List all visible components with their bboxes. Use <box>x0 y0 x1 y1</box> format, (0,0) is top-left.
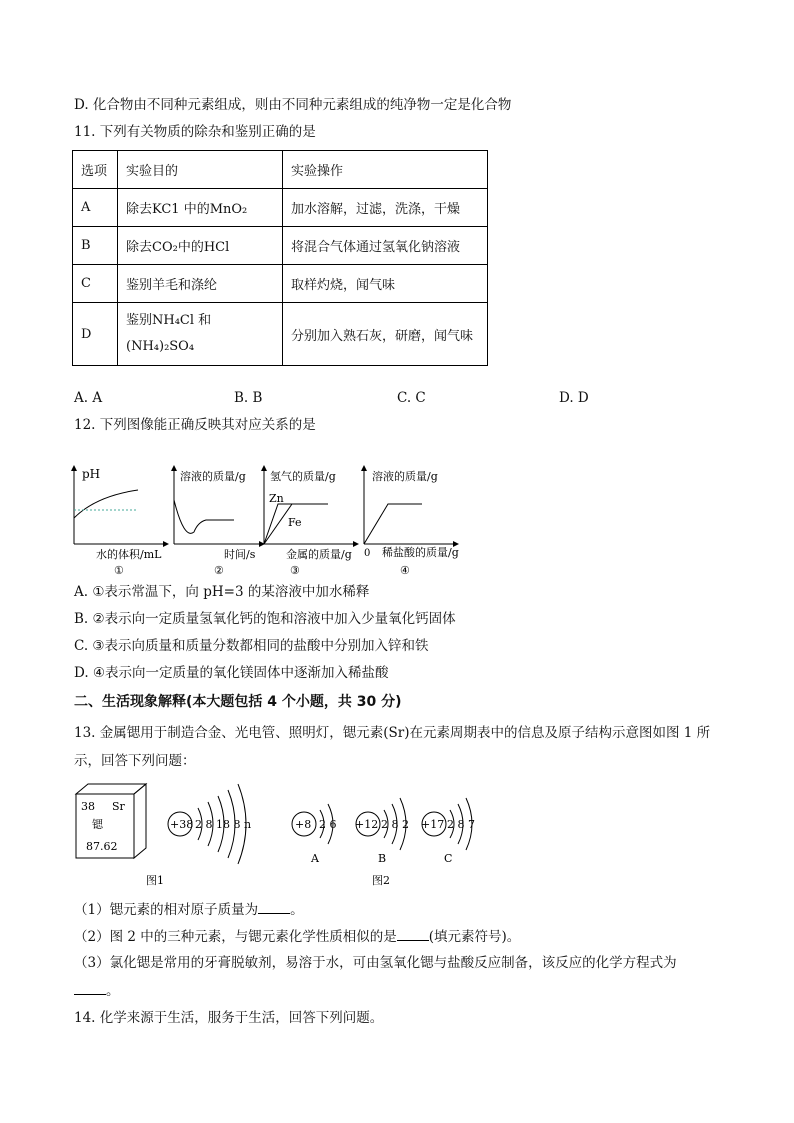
table-cell: 分别加入熟石灰，研磨，闻气味 <box>283 303 488 366</box>
answer-blank[interactable] <box>74 980 106 995</box>
graph-2-xlabel: 时间/s <box>224 548 256 561</box>
q11-table <box>72 150 488 366</box>
q13-sub2 <box>74 926 520 947</box>
q12-stem: 12. 下列图像能正确反映其对应关系的是 <box>74 417 316 433</box>
atom-b-nucleus: +12 <box>355 818 379 831</box>
q12-option-b: B. ②表示向一定质量氢氧化钙的饱和溶液中加入少量氧化钙固体 <box>74 611 456 627</box>
answer-blank[interactable] <box>397 926 429 941</box>
graph-4-xlabel: 稀盐酸的质量/g <box>382 546 459 559</box>
sub1-text: （1）锶元素的相对原子质量为 <box>74 902 259 918</box>
element-tile <box>76 784 146 858</box>
atom-c-nucleus: +17 <box>421 818 445 831</box>
sub2-end: (填元素符号)。 <box>428 929 521 945</box>
choice-d: D. D <box>559 390 589 406</box>
atom-c-diagram <box>421 798 475 865</box>
q13-sub3-answer <box>74 980 120 1001</box>
sr-nucleus: +38 <box>170 818 194 831</box>
purpose-line: 鉴别NH₄Cl 和 <box>126 313 212 328</box>
table-row <box>73 265 488 303</box>
graph-1-xlabel: 水的体积/mL <box>96 548 162 561</box>
q12-graphs <box>66 460 466 580</box>
graph-1 <box>74 467 166 577</box>
table-cell: 将混合气体通过氢氧化钠溶液 <box>283 227 488 265</box>
graph-3 <box>264 468 356 577</box>
table-cell: A <box>73 189 118 227</box>
graph-3-ylabel: 氢气的质量/g <box>270 470 336 483</box>
graph-3-num: ③ <box>290 564 300 577</box>
atomic-number: 38 <box>81 800 95 813</box>
choice-c: C. C <box>397 390 426 406</box>
sub2-text: （2）图 2 中的三种元素，与锶元素化学性质相似的是 <box>74 929 397 945</box>
fig2-caption: 图2 <box>372 874 390 887</box>
table-row <box>73 189 488 227</box>
element-name: 锶 <box>92 818 103 831</box>
atom-a-diagram <box>292 804 337 865</box>
table-cell <box>118 303 283 366</box>
atom-b-diagram <box>355 798 409 865</box>
atom-c-shells: 2 8 7 <box>447 818 475 831</box>
table-cell: 除去KC1 中的MnO₂ <box>118 189 283 227</box>
table-cell: 加水溶解，过滤，洗涤，干燥 <box>283 189 488 227</box>
table-cell: 除去CO₂中的HCl <box>118 227 283 265</box>
sub3-end: 。 <box>106 983 120 999</box>
graph-4-origin: 0 <box>364 548 371 559</box>
q13-stem: 13. 金属锶用于制造合金、光电管、照明灯，锶元素(Sr)在元素周期表中的信息及原子结构示意图如图 1 所 <box>74 725 711 741</box>
table-row <box>73 227 488 265</box>
graph-4-num: ④ <box>400 564 410 577</box>
q12-option-a: A. ①表示常温下，向 pH=3 的某溶液中加水稀释 <box>74 584 370 600</box>
graph-2 <box>174 468 262 577</box>
graph-4 <box>364 468 459 577</box>
fig1-caption: 图1 <box>146 874 164 887</box>
atom-a-shells: 2 6 <box>319 818 337 831</box>
q13-figures <box>70 778 490 890</box>
table-row <box>73 303 488 366</box>
table-cell: C <box>73 265 118 303</box>
q13-stem: 示，回答下列问题： <box>74 753 196 769</box>
q12-option-d: D. ④表示向一定质量的氧化镁固体中逐渐加入稀盐酸 <box>74 665 389 681</box>
fe-label: Fe <box>288 516 302 529</box>
graph-2-ylabel: 溶液的质量/g <box>180 470 246 483</box>
graph-4-ylabel: 溶液的质量/g <box>372 470 438 483</box>
header-cell: 实验目的 <box>118 151 283 189</box>
atomic-mass: 87.62 <box>86 840 118 853</box>
q11-stem: 11. 下列有关物质的除杂和鉴别正确的是 <box>74 124 316 140</box>
sub1-end: 。 <box>290 902 304 918</box>
q14-stem: 14. 化学来源于生活，服务于生活，回答下列问题。 <box>74 1010 384 1026</box>
choice-a: A. A <box>74 390 103 406</box>
table-cell: D <box>73 303 118 366</box>
table-cell: 鉴别羊毛和涤纶 <box>118 265 283 303</box>
q10-option-d: D. 化合物由不同种元素组成，则由不同种元素组成的纯净物一定是化合物 <box>74 97 512 113</box>
purpose-line: (NH₄)₂SO₄ <box>126 339 195 354</box>
section-heading: 二、生活现象解释(本大题包括 4 个小题，共 30 分) <box>74 694 402 710</box>
sr-shells: 2 8 18 8 n <box>195 818 252 831</box>
header-cell: 选项 <box>73 151 118 189</box>
q13-sub3: （3）氯化锶是常用的牙膏脱敏剂，易溶于水，可由氢氧化锶与盐酸反应制备，该反应的化学方程式为 <box>74 955 677 971</box>
graph-1-num: ① <box>114 564 124 577</box>
q13-sub1 <box>74 899 304 920</box>
table-cell: 取样灼烧，闻气味 <box>283 265 488 303</box>
atom-b-shells: 2 8 2 <box>381 818 409 831</box>
q12-option-c: C. ③表示向质量和质量分数都相同的盐酸中分别加入锌和铁 <box>74 638 429 654</box>
choice-b: B. B <box>234 390 263 406</box>
atom-c-label: C <box>444 852 453 865</box>
graph-1-ylabel: pH <box>82 467 101 481</box>
zn-label: Zn <box>269 492 284 505</box>
graph-2-num: ② <box>214 564 224 577</box>
table-header-row <box>73 151 488 189</box>
atom-a-nucleus: +8 <box>295 818 312 831</box>
header-cell: 实验操作 <box>283 151 488 189</box>
answer-blank[interactable] <box>258 899 290 914</box>
atom-b-label: B <box>378 852 387 865</box>
atom-a-label: A <box>311 852 319 865</box>
graph-3-xlabel: 金属的质量/g <box>286 548 352 561</box>
element-symbol: Sr <box>112 800 125 813</box>
table-cell: B <box>73 227 118 265</box>
sr-atom-diagram <box>168 784 251 864</box>
